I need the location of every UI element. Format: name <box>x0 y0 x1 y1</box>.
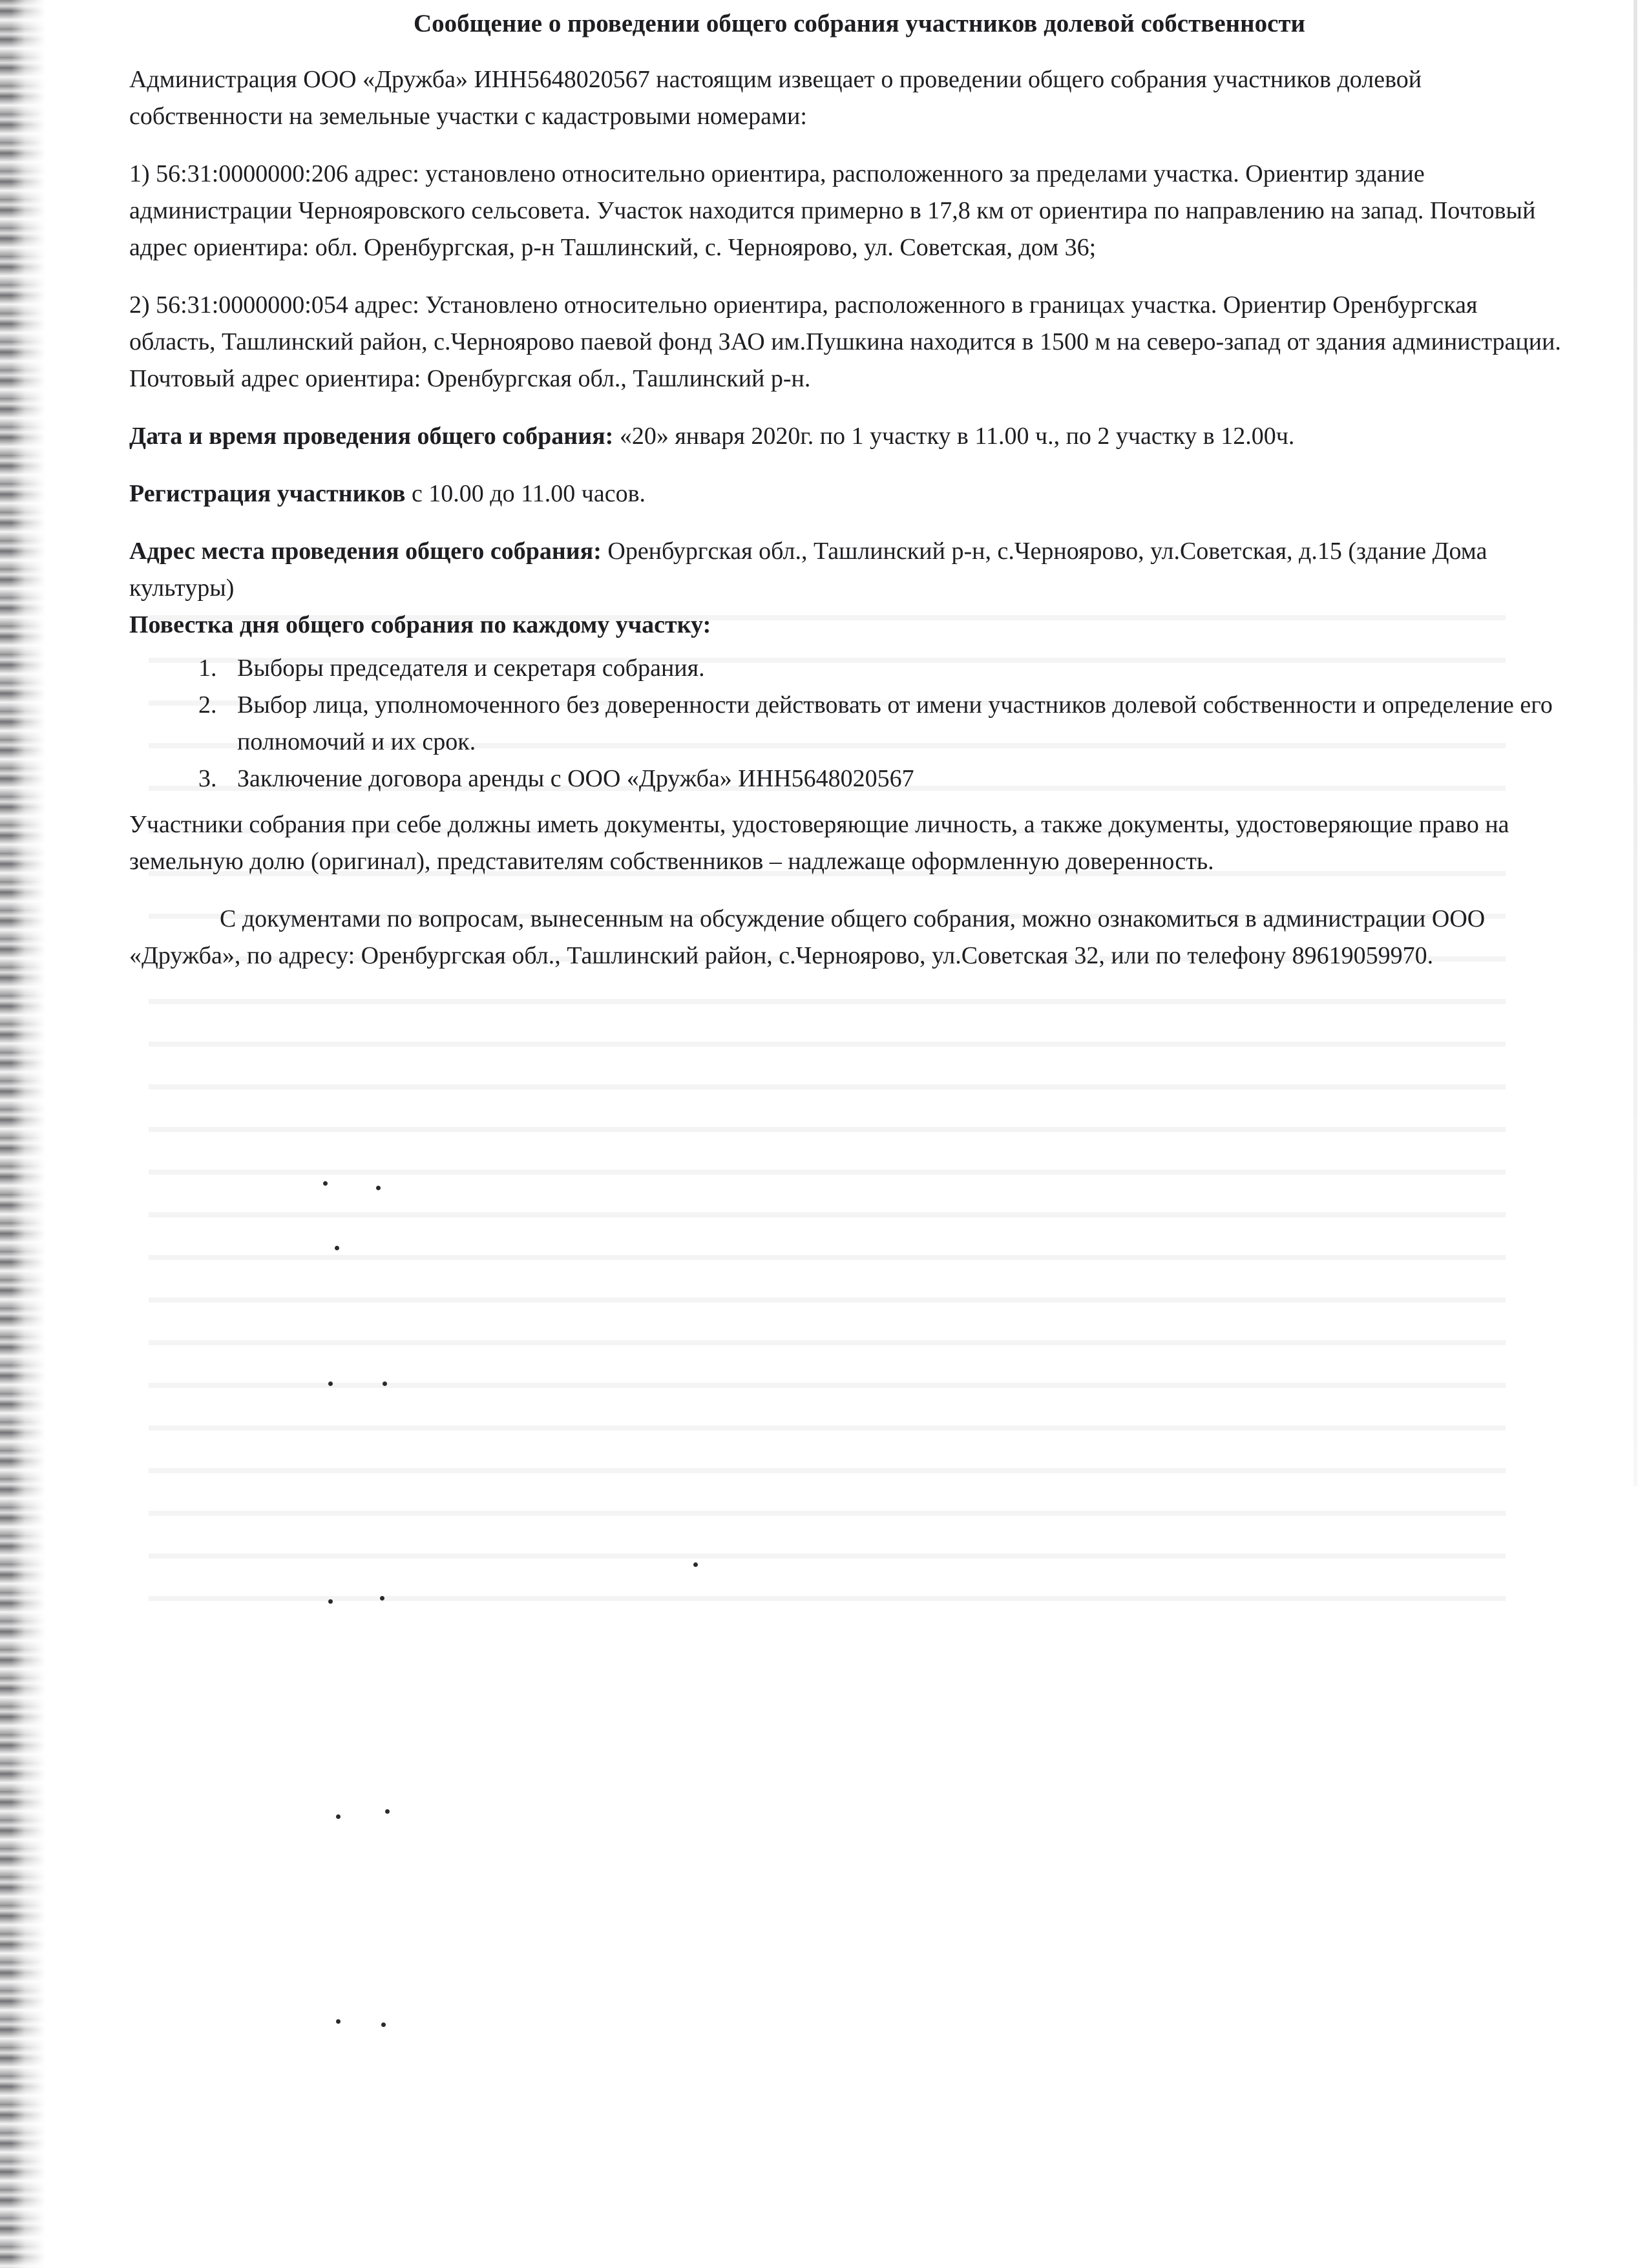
agenda-item: 3. Заключение договора аренды с ООО «Дружба» ИНН5648020567 <box>223 761 1564 797</box>
intro-paragraph: Администрация ООО «Дружба» ИНН5648020567 настоящим извещает о проведении общего собрания участников долевой собственности на земельные участки с кадастровыми номерами: <box>129 65 1422 130</box>
scan-speck <box>336 1814 341 1819</box>
scan-speck <box>336 2019 341 2024</box>
scan-speck <box>376 1186 381 1190</box>
document-page <box>129 0 1564 974</box>
datetime-label: Дата и время проведения общего собрания: <box>129 422 614 450</box>
scan-shadow-left-edge <box>0 0 45 2268</box>
registration-value: с 10.00 до 11.00 часов. <box>405 479 646 507</box>
venue-label: Адрес места проведения общего собрания: <box>129 537 602 565</box>
datetime-value: «20» января 2020г. по 1 участку в 11.00 ч., по 2 участку в 12.00ч. <box>613 422 1295 450</box>
scan-speck <box>323 1181 328 1186</box>
agenda-item: 2. Выбор лица, уполномоченного без доверенности действовать от имени участников долевой собственности и определение его полномочий и их срок. <box>223 687 1564 761</box>
venue-paragraph <box>129 533 1564 607</box>
agenda-heading-text: Повестка дня общего собрания по каждому участку: <box>129 611 711 638</box>
plot-1-paragraph: 1) 56:31:0000000:206 адрес: установлено относительно ориентира, расположенного за пределами участка. Ориентир здание администрации Чернояровского сельсовета. Участок находится примерно в 17,8 км от ориентира по направлению на запад. Почтовый адрес ориентира: обл. Оренбургская, р-н Ташлинский, с. Черноярово, ул. Советская, дом 36; <box>129 160 1536 261</box>
document-title: Сообщение о проведении общего собрания участников долевой собственности <box>413 10 1306 37</box>
scan-speck <box>385 1809 390 1814</box>
agenda-heading <box>129 607 1564 644</box>
scan-speck <box>693 1562 698 1567</box>
plot-2-paragraph: 2) 56:31:0000000:054 адрес: Установлено относительно ориентира, расположенного в границах участка. Ориентир Оренбургская область, Ташлинский район, с.Черноярово паевой фонд ЗАО им.Пушкина находится в 1500 м на северо-запад от здания администрации. Почтовый адрес ориентира: Оренбургская обл., Ташлинский р-н. <box>129 291 1561 392</box>
scan-speck <box>383 1381 387 1386</box>
scan-speck <box>380 1596 384 1601</box>
registration-label: Регистрация участников <box>129 479 406 507</box>
scan-speck <box>328 1381 333 1386</box>
agenda-item: 1. Выборы председателя и секретаря собрания. <box>223 650 1564 687</box>
agenda-list <box>129 650 1564 797</box>
documents-note-paragraph: Участники собрания при себе должны иметь документы, удостоверяющие личность, а также документы, удостоверяющие право на земельную долю (оригинал), представителям собственников – надлежаще оформленную доверенность. <box>129 810 1509 875</box>
contact-note-paragraph: С документами по вопросам, вынесенным на обсуждение общего собрания, можно ознакомиться в администрации ООО «Дружба», по адресу: Оренбургская обл., Ташлинский район, с.Черноярово, ул.Советская 32, или по телефону 89619059970. <box>129 905 1486 969</box>
scan-speck <box>328 1599 333 1604</box>
datetime-paragraph <box>129 418 1564 455</box>
registration-paragraph <box>129 476 1564 512</box>
scan-shadow-right-edge <box>1633 0 1637 1486</box>
venue-value: Оренбургская обл., Ташлинский р-н, с.Черноярово, ул.Советская, д.15 (здание Дома культуры) <box>129 537 1487 602</box>
scan-speck <box>381 2022 386 2027</box>
scan-speck <box>335 1246 339 1250</box>
